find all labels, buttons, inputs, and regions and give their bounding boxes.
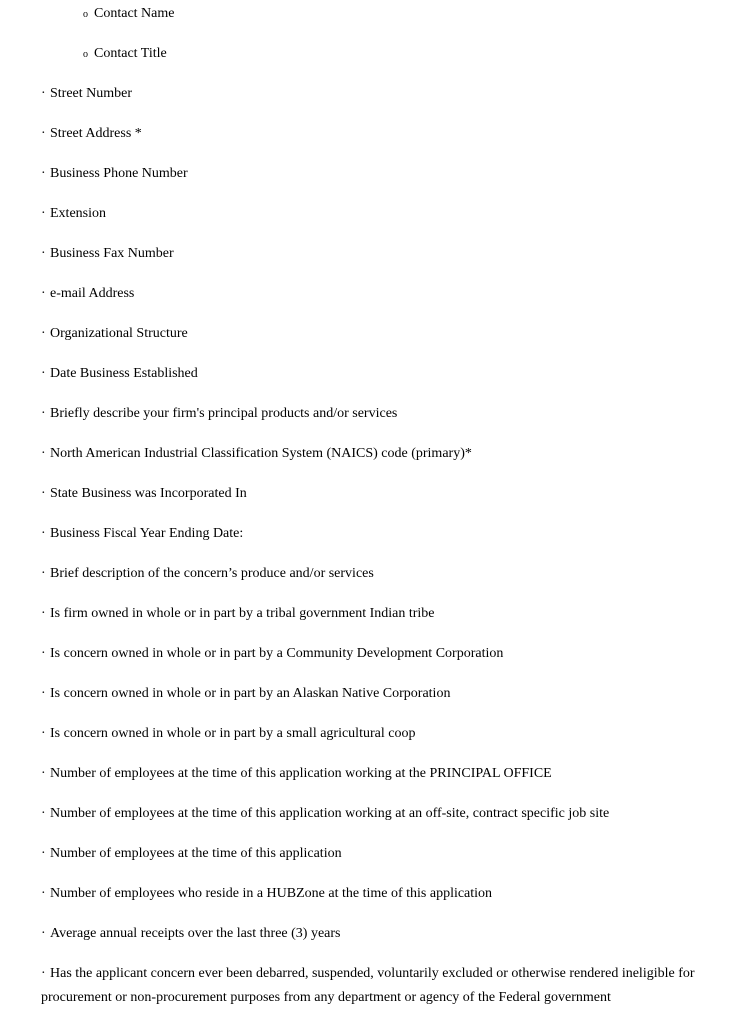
list-item-text: Brief description of the concern’s produce and/or services xyxy=(50,566,374,581)
sub-bullet-icon: o xyxy=(83,49,88,60)
list-item xyxy=(41,686,450,702)
list-item xyxy=(41,606,435,622)
bullet-icon: · xyxy=(41,886,46,901)
list-item-text: Average annual receipts over the last three (3) years xyxy=(50,926,341,941)
list-item xyxy=(41,766,552,782)
bullet-icon: · xyxy=(41,966,46,981)
list-item xyxy=(41,286,134,302)
list-item-text: Is concern owned in whole or in part by a Community Development Corporation xyxy=(50,646,504,661)
list-item-text: Business Fax Number xyxy=(50,246,174,261)
list-item-text: e-mail Address xyxy=(50,286,135,301)
bullet-icon: · xyxy=(41,86,46,101)
bullet-icon: · xyxy=(41,846,46,861)
bullet-icon: · xyxy=(41,686,46,701)
bullet-icon: · xyxy=(41,726,46,741)
bullet-icon: · xyxy=(41,486,46,501)
list-item xyxy=(41,406,397,422)
bullet-icon: · xyxy=(41,446,46,461)
bullet-icon: · xyxy=(41,366,46,381)
list-item-debarment xyxy=(41,962,731,1010)
list-item-text: Organizational Structure xyxy=(50,326,188,341)
list-item-text: Street Number xyxy=(50,86,133,101)
list-item xyxy=(41,246,174,262)
bullet-icon: · xyxy=(41,566,46,581)
list-item-text: Contact Title xyxy=(94,46,167,61)
bullet-icon: · xyxy=(41,206,46,221)
list-item-text: Number of employees who reside in a HUBZone at the time of this application xyxy=(50,886,493,901)
list-item-text: Business Phone Number xyxy=(50,166,188,181)
list-item xyxy=(41,326,188,342)
bullet-icon: · xyxy=(41,766,46,781)
list-item xyxy=(41,206,106,222)
list-item xyxy=(41,166,188,182)
list-item-text: North American Industrial Classification System (NAICS) code (primary)* xyxy=(50,446,472,461)
list-item-contact-name xyxy=(83,6,174,23)
bullet-icon: · xyxy=(41,646,46,661)
list-item-text: Date Business Established xyxy=(50,366,198,381)
list-item-text: Number of employees at the time of this application working at the PRINCIPAL OFFICE xyxy=(50,766,552,781)
list-item-text: Has the applicant concern ever been debarred, suspended, voluntarily excluded or otherwise rendered ineligible for procurement or non-procurement purposes from any department or agency of the Federal government xyxy=(41,966,695,1005)
list-item xyxy=(41,126,142,142)
bullet-icon: · xyxy=(41,806,46,821)
bullet-icon: · xyxy=(41,166,46,181)
list-item xyxy=(41,926,341,942)
list-item xyxy=(41,886,492,902)
list-item-text: Street Address * xyxy=(50,126,142,141)
sub-bullet-icon: o xyxy=(83,9,88,20)
list-item xyxy=(41,526,243,542)
list-item-text: Briefly describe your firm's principal products and/or services xyxy=(50,406,398,421)
bullet-icon: · xyxy=(41,406,46,421)
list-item xyxy=(41,646,503,662)
bullet-icon: · xyxy=(41,526,46,541)
list-item-text: Number of employees at the time of this application xyxy=(50,846,342,861)
list-item-text: Business Fiscal Year Ending Date: xyxy=(50,526,244,541)
list-item-text: Is concern owned in whole or in part by an Alaskan Native Corporation xyxy=(50,686,451,701)
list-item xyxy=(41,566,374,582)
list-item-contact-title xyxy=(83,46,167,63)
list-item-text: Contact Name xyxy=(94,6,175,21)
list-item-text: Is concern owned in whole or in part by a small agricultural coop xyxy=(50,726,416,741)
bullet-icon: · xyxy=(41,606,46,621)
list-item-text: Extension xyxy=(50,206,106,221)
bullet-icon: · xyxy=(41,926,46,941)
list-item xyxy=(41,846,342,862)
bullet-icon: · xyxy=(41,126,46,141)
bullet-icon: · xyxy=(41,326,46,341)
list-item-text: Number of employees at the time of this application working at an off-site, contract specific job site xyxy=(50,806,610,821)
list-item xyxy=(41,726,415,742)
list-item xyxy=(41,446,472,462)
list-item-text: Is firm owned in whole or in part by a tribal government Indian tribe xyxy=(50,606,435,621)
bullet-icon: · xyxy=(41,246,46,261)
list-item-text: State Business was Incorporated In xyxy=(50,486,247,501)
list-item xyxy=(41,86,132,102)
list-item xyxy=(41,806,609,822)
list-item xyxy=(41,486,247,502)
bullet-icon: · xyxy=(41,286,46,301)
list-item xyxy=(41,366,198,382)
